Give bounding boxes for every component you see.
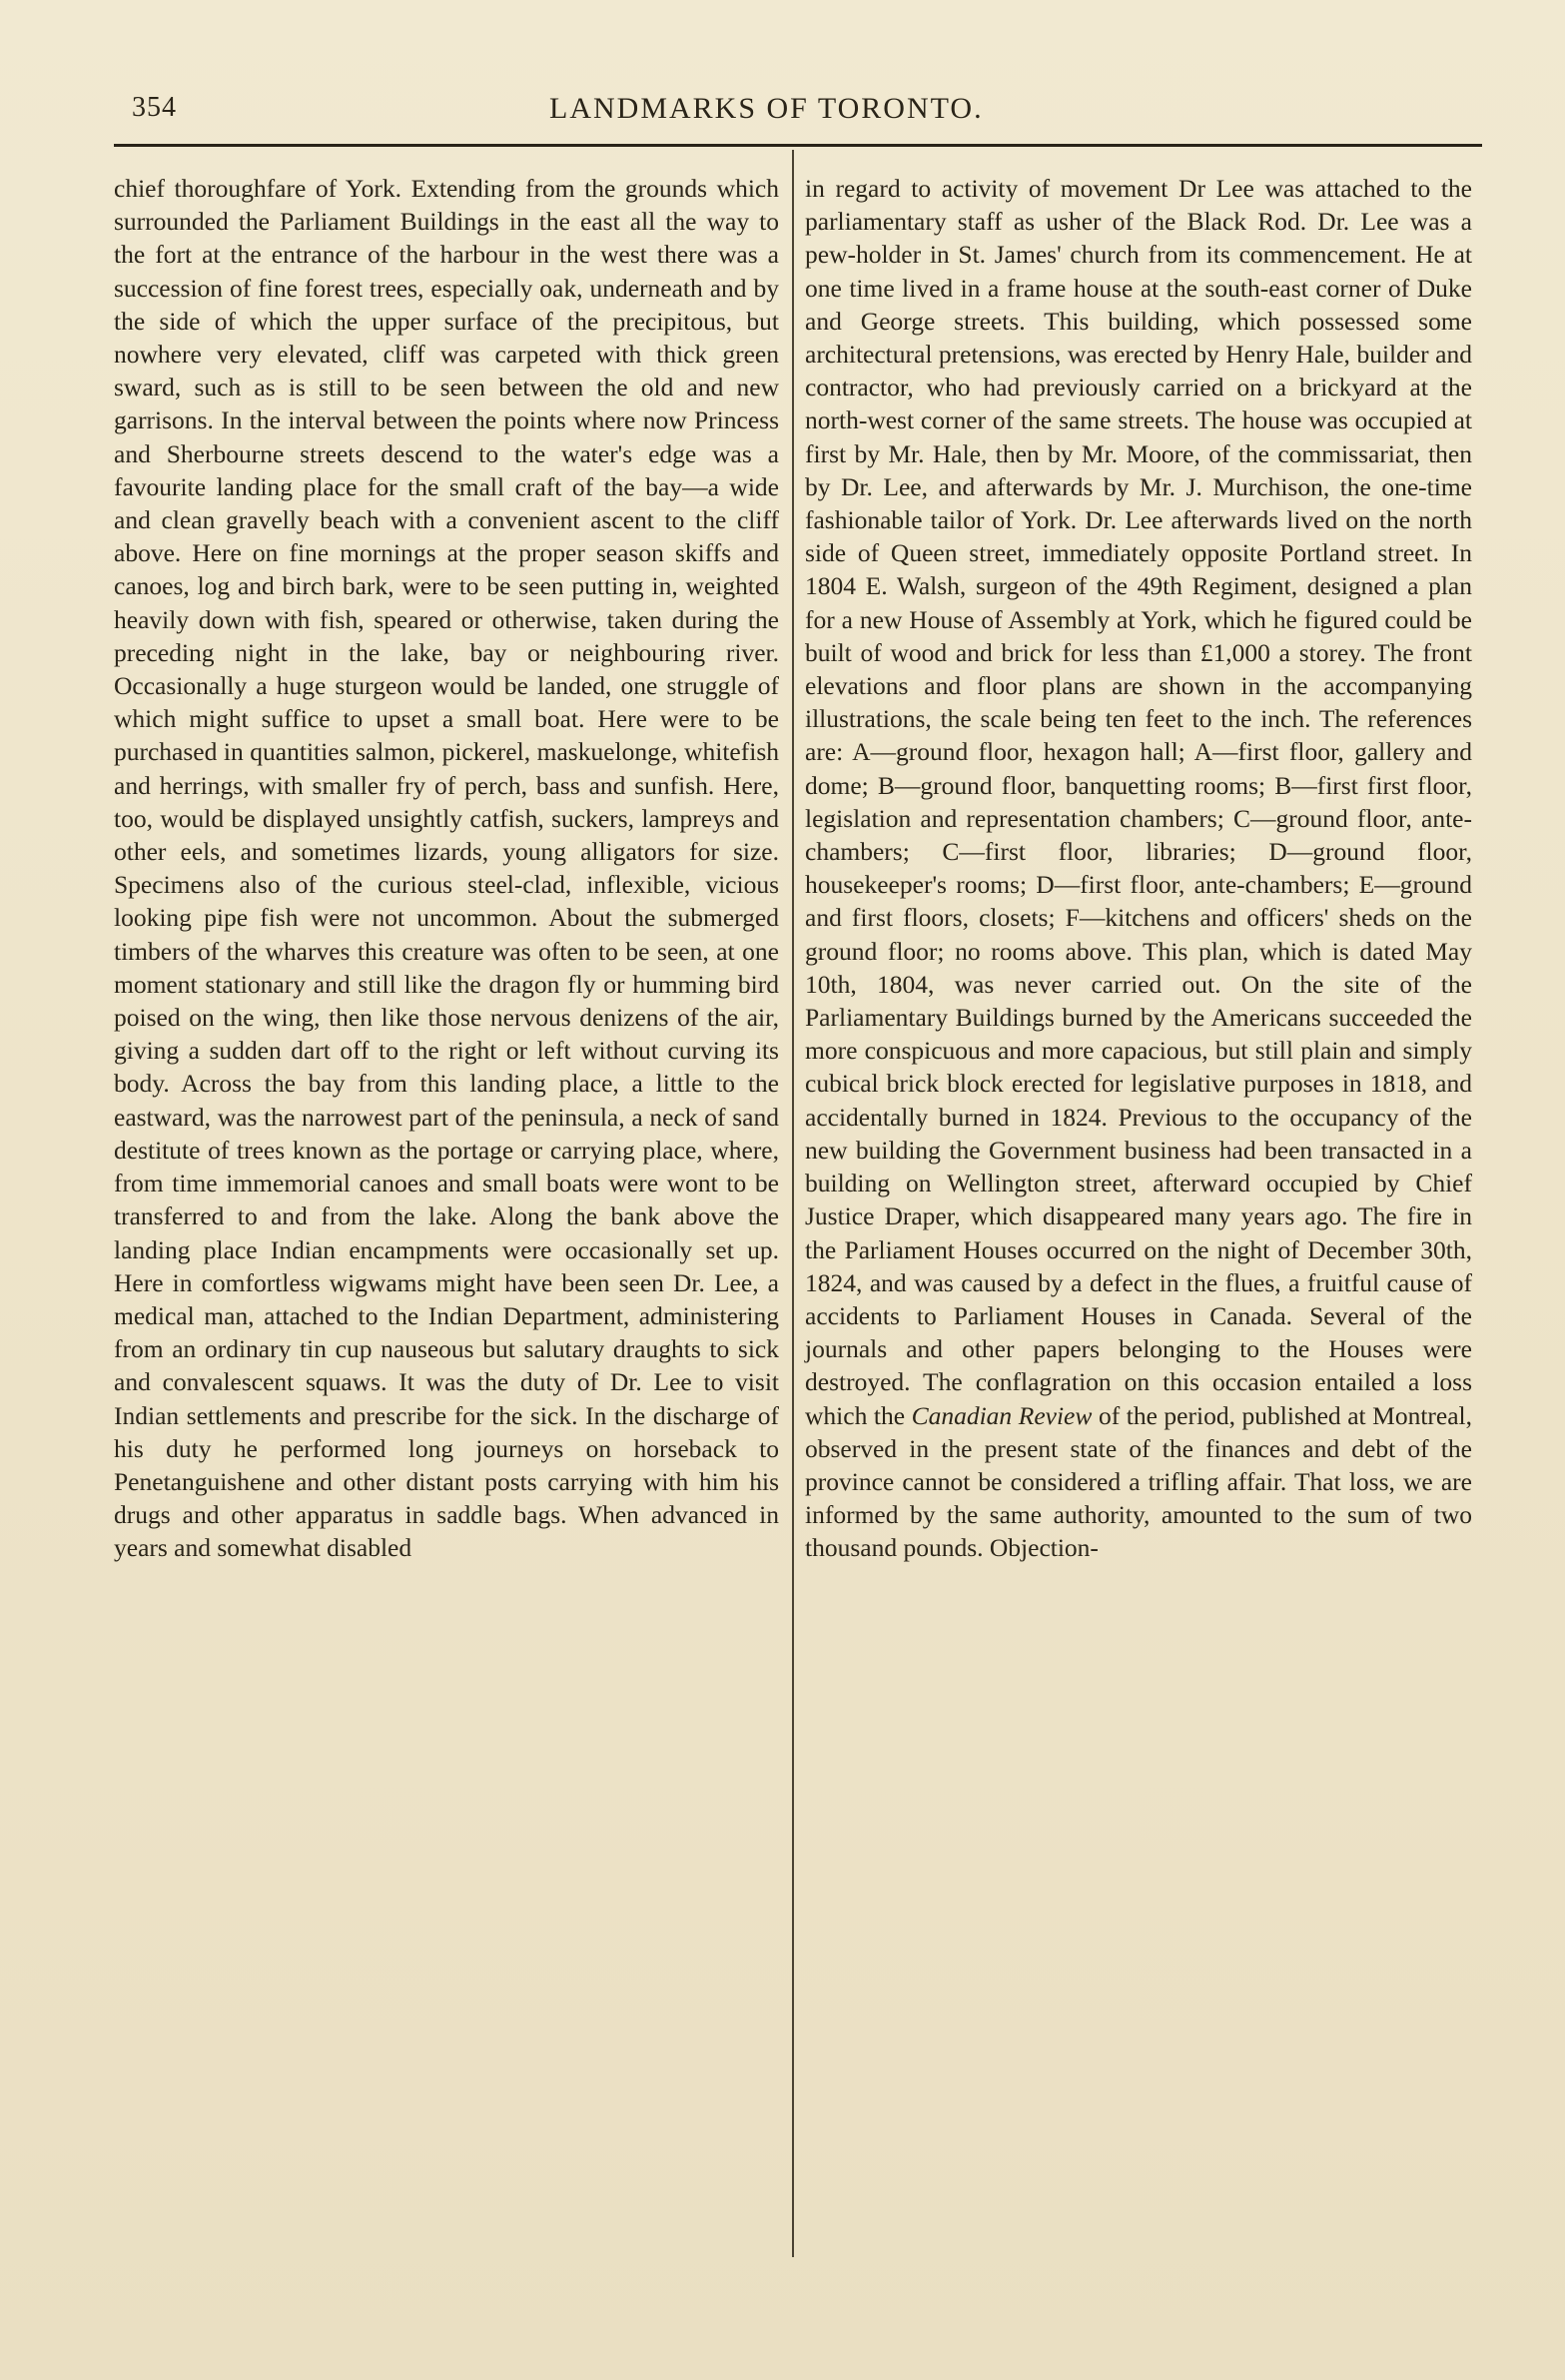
- running-title: LANDMARKS OF TORONTO.: [549, 92, 984, 125]
- right-column-text-after: of the period, published at Montreal, observed in the present state of the finances and debt of the province cannot be considered a trifling affair. That loss, we are informed by the same authority, amounted to the sum of two thousand pounds. Objection-: [805, 1400, 1473, 1563]
- left-column: [114, 172, 779, 1565]
- left-column-text: chief thoroughfare of York. Extending from the grounds which surrounded the Parliament Buildings in the east all the way to the fort at the entrance of the harbour in the west there was a succession of fine forest trees, especially oak, underneath and by the side of which the upper surface of the precipitous, but nowhere very elevated, cliff was carpeted with thick green sward, such as is still to be seen between the old and new garrisons. In the interval between the points where now Princess and Sherbourne streets descend to the water's edge was a favourite landing place for the small craft of the bay—a wide and clean gravelly beach with a convenient ascent to the cliff above. Here on fine mornings at the proper season skiffs and canoes, log and birch bark, were to be seen putting in, weighted heavily down with fish, speared or otherwise, taken during the preceding night in the lake, bay or neighbouring river. Occasionally a huge sturgeon would be landed, one struggle of which might suffice to upset a small boat. Here were to be purchased in quantities salmon, pickerel, maskuelonge, whitefish and herrings, with smaller fry of perch, bass and sunfish. Here, too, would be displayed unsightly catfish, suckers, lampreys and other eels, and sometimes lizards, young alligators for size. Specimens also of the curious steel-clad, inflexible, vicious looking pipe fish were not uncommon. About the submerged timbers of the wharves this creature was often to be seen, at one moment stationary and still like the dragon fly or humming bird poised on the wing, then like those nervous denizens of the air, giving a sudden dart off to the right or left without curving its body. Across the bay from this landing place, a little to the eastward, was the narrowest part of the peninsula, a neck of sand destitute of trees known as the portage or carrying place, where, from time immemorial canoes and small boats were wont to be transferred to and from the lake. Along the bank above the landing place Indian encampments were occasionally set up. Here in comfortless wigwams might have been seen Dr. Lee, a medical man, attached to the Indian Department, administering from an ordinary tin cup nauseous but salutary draughts to sick and convalescent squaws. It was the duty of Dr. Lee to visit Indian settlements and prescribe for the sick. In the discharge of his duty he performed long journeys on horseback to Penetanguishene and other distant posts carrying with him his drugs and other apparatus in saddle bags. When advanced in years and somewhat disabled: [114, 174, 779, 1563]
- page-number: 354: [132, 92, 177, 123]
- right-column: [805, 172, 1472, 1565]
- column-divider: [792, 150, 794, 2257]
- header-rule: [114, 144, 1482, 147]
- right-column-paragraph: [805, 172, 1472, 1565]
- right-column-text-before: in regard to activity of movement Dr Lee was attached to the parliamentary staff as usher of the Black Rod. Dr. Lee was a pew-holder in St. James' church from its commencement. He at one time lived in a frame house at the south-east corner of Duke and George streets. This building, which possessed some architectural pretensions, was erected by Henry Hale, builder and contractor, who had previously carried on a brickyard at the north-west corner of the same streets. The house was occupied at first by Mr. Hale, then by Mr. Moore, of the commissariat, then by Dr. Lee, and afterwards by Mr. J. Murchison, the one-time fashionable tailor of York. Dr. Lee afterwards lived on the north side of Queen street, immediately opposite Portland street. In 1804 E. Walsh, surgeon of the 49th Regiment, designed a plan for a new House of Assembly at York, which he figured could be built of wood and brick for less than £1,000 a storey. The front elevations and floor plans are shown in the accompanying illustrations, the scale being ten feet to the inch. The references are: A—ground floor, hexagon hall; A—first floor, gallery and dome; B—ground floor, banquetting rooms; B—first first floor, legislation and representation chambers; C—ground floor, ante-chambers; C—first floor, libraries; D—ground floor, housekeeper's rooms; D—first floor, ante-chambers; E—ground and first floors, closets; F—kitchens and officers' sheds on the ground floor; no rooms above. This plan, which is dated May 10th, 1804, was never carried out. On the site of the Parliamentary Buildings burned by the Americans succeeded the more conspicuous and more capacious, but still plain and simply cubical brick block erected for legislative purposes in 1818, and accidentally burned in 1824. Previous to the occupancy of the new building the Government business had been transacted in a building on Wellington street, afterward occupied by Chief Justice Draper, which disappeared many years ago. The fire in the Parliament Houses occurred on the night of December 30th, 1824, and was caused by a defect in the flues, a fruitful cause of accidents to Parliament Houses in Canada. Several of the journals and other papers belonging to the Houses were destroyed. The conflagration on this occasion entailed a loss which the: [805, 174, 1472, 1430]
- page-header: [132, 92, 1051, 136]
- periodical-title: Canadian Review: [911, 1400, 1093, 1430]
